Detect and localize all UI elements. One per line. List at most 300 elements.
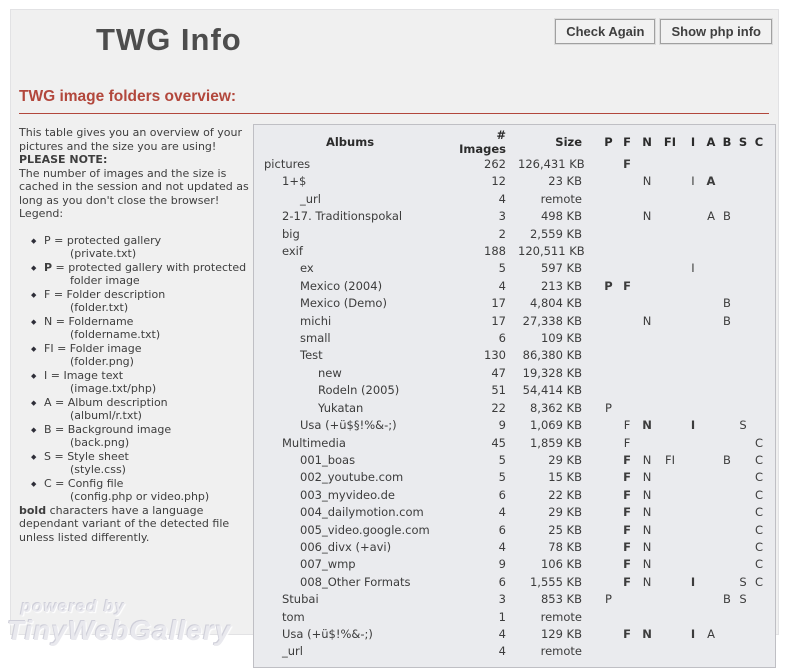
legend-desc: A = Album description [44,395,168,409]
flag-cell [657,173,683,190]
flag-cell [703,278,719,295]
image-count: 262 [484,157,506,171]
bold-note-rest: characters have a language dependant variant of the detected file unless listed differently. [19,503,230,544]
album-name: Rodeln (2005) [318,383,400,398]
flag-cell [637,260,657,277]
image-count: 12 [491,174,506,189]
album-name: ex [300,261,314,276]
show-php-info-button[interactable]: Show php info [660,19,772,44]
flag-cell [703,226,719,243]
spacer-cell [767,295,775,312]
table-row [254,191,775,208]
flag-cell: A [706,174,716,189]
table-row [254,487,775,504]
spacer-cell [767,243,775,260]
album-name: Stubai [282,592,319,607]
album-size: 597 KB [540,261,582,276]
image-count: 51 [491,383,506,398]
flag-cell [657,382,683,399]
flag-cell: F [623,574,631,589]
flag-cell [683,504,703,521]
flag-cell: F [623,452,631,467]
size-column-header: Size [555,135,582,149]
album-name: _url [300,191,321,206]
flag-cell [617,365,637,382]
flag-cell [719,643,735,660]
table-row [254,417,775,434]
legend-item [31,450,251,477]
flag-cell [683,452,703,469]
flag-cell [751,278,767,295]
flag-cell [617,243,637,260]
flag-cell [735,626,751,643]
table-row [254,278,775,295]
legend-file: (albuml/r.txt) [70,409,142,422]
album-name: 004_dailymotion.com [300,505,424,520]
flag-cell: C [754,435,764,450]
spacer-cell [767,347,775,364]
flag-cell [719,504,735,521]
flag-cell [637,295,657,312]
album-size: 23 KB [548,174,582,189]
table-row [254,591,775,608]
flag-cell [637,330,657,347]
album-size: 15 KB [548,470,582,485]
albums-column-header: Albums [325,135,375,149]
flag-cell [719,574,735,591]
flag-cell [719,382,735,399]
spacer-cell [767,278,775,295]
flag-cell [600,522,617,539]
table-row [254,522,775,539]
flag-cell [719,156,735,173]
legend-list [19,234,251,504]
flag-cell [637,365,657,382]
legend-key: FI [44,341,54,355]
album-size: 106 KB [540,557,582,572]
legend-key: I [44,368,48,382]
legend-key: S [44,449,51,463]
table-header-row [254,128,775,156]
flag-cell [703,469,719,486]
flag-cell [657,400,683,417]
watermark-logo: TinyWebGallery [7,615,232,646]
flag-cell [751,173,767,190]
flag-cell [703,609,719,626]
album-name: 007_wmp [300,557,356,572]
flag-cell [751,208,767,225]
flag-cell: N [642,539,652,554]
spacer-cell [767,435,775,452]
legend-file: (private.txt) [70,247,137,260]
check-again-button[interactable]: Check Again [555,19,655,44]
album-name: big [282,226,300,241]
flag-cell [657,243,683,260]
albums-table-body [254,156,775,661]
flag-cell [683,435,703,452]
flag-cell [617,330,637,347]
legend-desc: N = Foldername [44,314,134,328]
flag-cell [657,539,683,556]
album-size: 29 KB [548,452,582,467]
table-row [254,556,775,573]
table-row [254,504,775,521]
album-size: 78 KB [548,539,582,554]
images-column-header: # Images [459,128,506,156]
flag-column-header: A [706,135,716,149]
bold-note [19,504,251,545]
flag-cell: F [623,539,631,554]
flag-cell [600,173,617,190]
legend-desc: B = Background image [44,422,172,436]
flag-cell: B [723,592,731,607]
flag-cell [683,243,703,260]
album-name: new [318,365,342,380]
album-name: pictures [264,157,311,171]
table-row [254,208,775,225]
image-count: 3 [498,209,506,224]
album-size: 54,414 KB [522,383,582,398]
album-size: 120,511 KB [518,244,585,259]
flag-cell [751,260,767,277]
spacer-cell [767,400,775,417]
flag-cell: I [691,174,695,189]
flag-cell [657,626,683,643]
flag-cell [751,347,767,364]
flag-cell [600,382,617,399]
flag-cell: P [604,278,613,293]
flag-cell [657,435,683,452]
spacer-cell [767,487,775,504]
flag-cell [703,522,719,539]
flag-cell [600,469,617,486]
diamond-bullet-icon: ◆ [31,371,37,380]
watermark-powered-by: powered by [21,597,126,616]
flag-cell [683,365,703,382]
flag-cell: F [623,278,631,293]
table-row [254,173,775,190]
album-size: 22 KB [548,487,582,502]
album-size: 498 KB [540,209,582,224]
flag-cell [683,487,703,504]
flag-cell [703,574,719,591]
legend-item [31,315,251,342]
spacer-cell [767,643,775,660]
table-row [254,643,775,660]
flag-cell: I [690,574,696,589]
flag-cell: N [642,470,652,485]
flag-cell [703,330,719,347]
bold-note-keyword: bold [19,503,47,517]
table-row [254,609,775,626]
flag-cell [657,295,683,312]
flag-cell [683,156,703,173]
album-size: 129 KB [540,626,582,641]
legend-file: (back.png) [70,436,130,449]
flag-cell: F [623,505,631,520]
flag-cell [735,278,751,295]
flag-cell: F [623,626,631,641]
table-row [254,313,775,330]
flag-cell [719,260,735,277]
flag-cell: N [642,209,652,224]
flag-cell [719,435,735,452]
flag-cell [735,295,751,312]
flag-cell [703,452,719,469]
flag-cell [657,365,683,382]
flag-cell [735,539,751,556]
flag-cell [657,208,683,225]
image-count: 6 [498,487,506,502]
flag-cell [657,226,683,243]
flag-cell [735,313,751,330]
spacer-cell [767,173,775,190]
spacer-cell [767,539,775,556]
flag-cell [617,400,637,417]
spacer-cell [767,156,775,173]
flag-cell [600,191,617,208]
flag-cell [600,539,617,556]
flag-column-header: FI [663,135,677,149]
flag-cell [703,365,719,382]
flag-cell: C [754,557,764,572]
flag-cell [600,417,617,434]
diamond-bullet-icon: ◆ [31,398,37,407]
header-buttons [555,19,772,44]
flag-cell [600,243,617,260]
album-name: Usa (+ü$§!%&-;) [300,418,397,433]
spacer-cell [767,191,775,208]
flag-cell [751,330,767,347]
flag-cell [719,556,735,573]
flag-cell [751,365,767,382]
legend-desc: F = Folder description [44,287,166,301]
flag-cell [683,330,703,347]
flag-cell [703,556,719,573]
legend-item [31,396,251,423]
flag-cell: N [642,487,652,502]
flag-cell: C [754,470,764,485]
albums-panel [253,124,776,668]
flag-cell [735,365,751,382]
flag-cell [683,591,703,608]
flag-cell [735,260,751,277]
flag-cell [751,295,767,312]
diamond-bullet-icon: ◆ [31,425,37,434]
flag-cell [719,522,735,539]
flag-cell [617,643,637,660]
album-name: tom [282,609,305,624]
flag-cell [637,643,657,660]
flag-cell: A [707,626,715,641]
image-count: 2 [498,226,506,241]
flag-cell [657,417,683,434]
flag-cell [735,191,751,208]
flag-cell [617,208,637,225]
table-row [254,365,775,382]
flag-cell [719,191,735,208]
table-row [254,400,775,417]
flag-cell: N [642,418,652,433]
image-count: 17 [491,296,506,311]
flag-cell [703,400,719,417]
album-size: 1,555 KB [529,574,582,589]
album-name: Mexico (2004) [300,278,383,293]
flag-cell [683,609,703,626]
flag-cell [657,487,683,504]
flag-cell [657,591,683,608]
flag-cell [617,191,637,208]
album-name: Test [300,348,323,363]
spacer-cell [767,382,775,399]
flag-cell: N [642,557,652,572]
flag-cell [600,504,617,521]
flag-cell [600,295,617,312]
image-count: 9 [498,418,506,433]
flag-cell [600,260,617,277]
album-name: 1+$ [282,174,307,189]
flag-cell [600,609,617,626]
table-row [254,156,775,173]
flag-cell [735,173,751,190]
spacer-cell [767,226,775,243]
flag-cell [751,626,767,643]
flag-cell [600,156,617,173]
flag-cell: B [723,452,731,467]
album-name: 006_divx (+avi) [300,539,392,554]
flag-cell [735,609,751,626]
flag-cell [735,347,751,364]
flag-cell [751,243,767,260]
flag-cell [703,539,719,556]
flag-cell [637,382,657,399]
flag-cell [600,574,617,591]
legend-key: B [44,422,52,436]
flag-cell [719,417,735,434]
diamond-bullet-icon: ◆ [31,317,37,326]
flag-cell [657,609,683,626]
spacer-cell [767,556,775,573]
diamond-bullet-icon: ◆ [31,263,37,272]
flag-cell [600,452,617,469]
flag-cell: N [642,505,652,520]
flag-cell [657,347,683,364]
image-count: 4 [498,644,506,659]
table-row [254,330,775,347]
flag-cell [637,347,657,364]
image-count: 6 [498,522,506,537]
flag-cell: F [623,418,631,433]
flag-cell [657,330,683,347]
legend-key: A [44,395,52,409]
flag-cell: A [707,209,715,224]
spacer-cell [767,208,775,225]
image-count: 17 [491,313,506,328]
flag-cell [683,295,703,312]
flag-cell [719,173,735,190]
flag-cell [683,347,703,364]
spacer-cell [767,330,775,347]
flag-cell: B [723,209,731,224]
album-size: 4,804 KB [529,296,582,311]
table-row [254,382,775,399]
image-count: 6 [498,331,506,346]
flag-cell [703,435,719,452]
flag-cell [751,400,767,417]
table-row [254,347,775,364]
album-size: 1,859 KB [529,435,582,450]
album-name: 008_Other Formats [300,574,411,589]
flag-cell [719,400,735,417]
flag-cell [657,643,683,660]
flag-cell [751,417,767,434]
legend-item [31,477,251,504]
album-name: 002_youtube.com [300,470,404,485]
flag-cell [703,156,719,173]
flag-cell [719,609,735,626]
flag-cell: I [691,261,695,276]
flag-cell [683,643,703,660]
table-row [254,243,775,260]
diamond-bullet-icon: ◆ [31,236,37,245]
flag-cell [751,382,767,399]
spacer-cell [767,260,775,277]
flag-cell [617,295,637,312]
legend-file: (folder.txt) [70,301,129,314]
flag-cell [657,504,683,521]
flag-cell [617,382,637,399]
flag-cell: FI [664,452,675,467]
flag-cell [683,522,703,539]
album-size: 19,328 KB [522,365,582,380]
album-size: 126,431 KB [518,157,585,171]
flag-cell [600,347,617,364]
album-name: Usa (+ü$!%&-;) [282,626,373,641]
flag-column-header: N [642,135,652,149]
spacer-cell [767,417,775,434]
flag-cell [719,539,735,556]
table-row [254,260,775,277]
flag-cell [703,295,719,312]
legend-item [31,369,251,396]
flag-cell: S [739,418,747,433]
flag-cell: F [623,522,631,537]
flag-cell: P [605,592,612,607]
album-name: Yukatan [318,400,364,415]
album-name: Multimedia [282,435,346,450]
flag-cell [735,226,751,243]
flag-cell [751,643,767,660]
album-name: exif [282,244,303,259]
table-row [254,435,775,452]
album-name: 003_myvideo.de [300,487,395,502]
image-count: 45 [491,435,506,450]
diamond-bullet-icon: ◆ [31,452,37,461]
flag-cell: F [623,487,631,502]
flag-cell [735,522,751,539]
flag-cell [600,208,617,225]
flag-cell [617,347,637,364]
flag-cell [657,522,683,539]
image-count: 4 [498,505,506,520]
flag-cell [735,504,751,521]
flag-cell [703,591,719,608]
flag-cell [751,191,767,208]
flag-cell [735,208,751,225]
flag-cell: F [623,557,631,572]
flag-cell [600,330,617,347]
legend-desc: P = protected gallery [44,233,162,247]
